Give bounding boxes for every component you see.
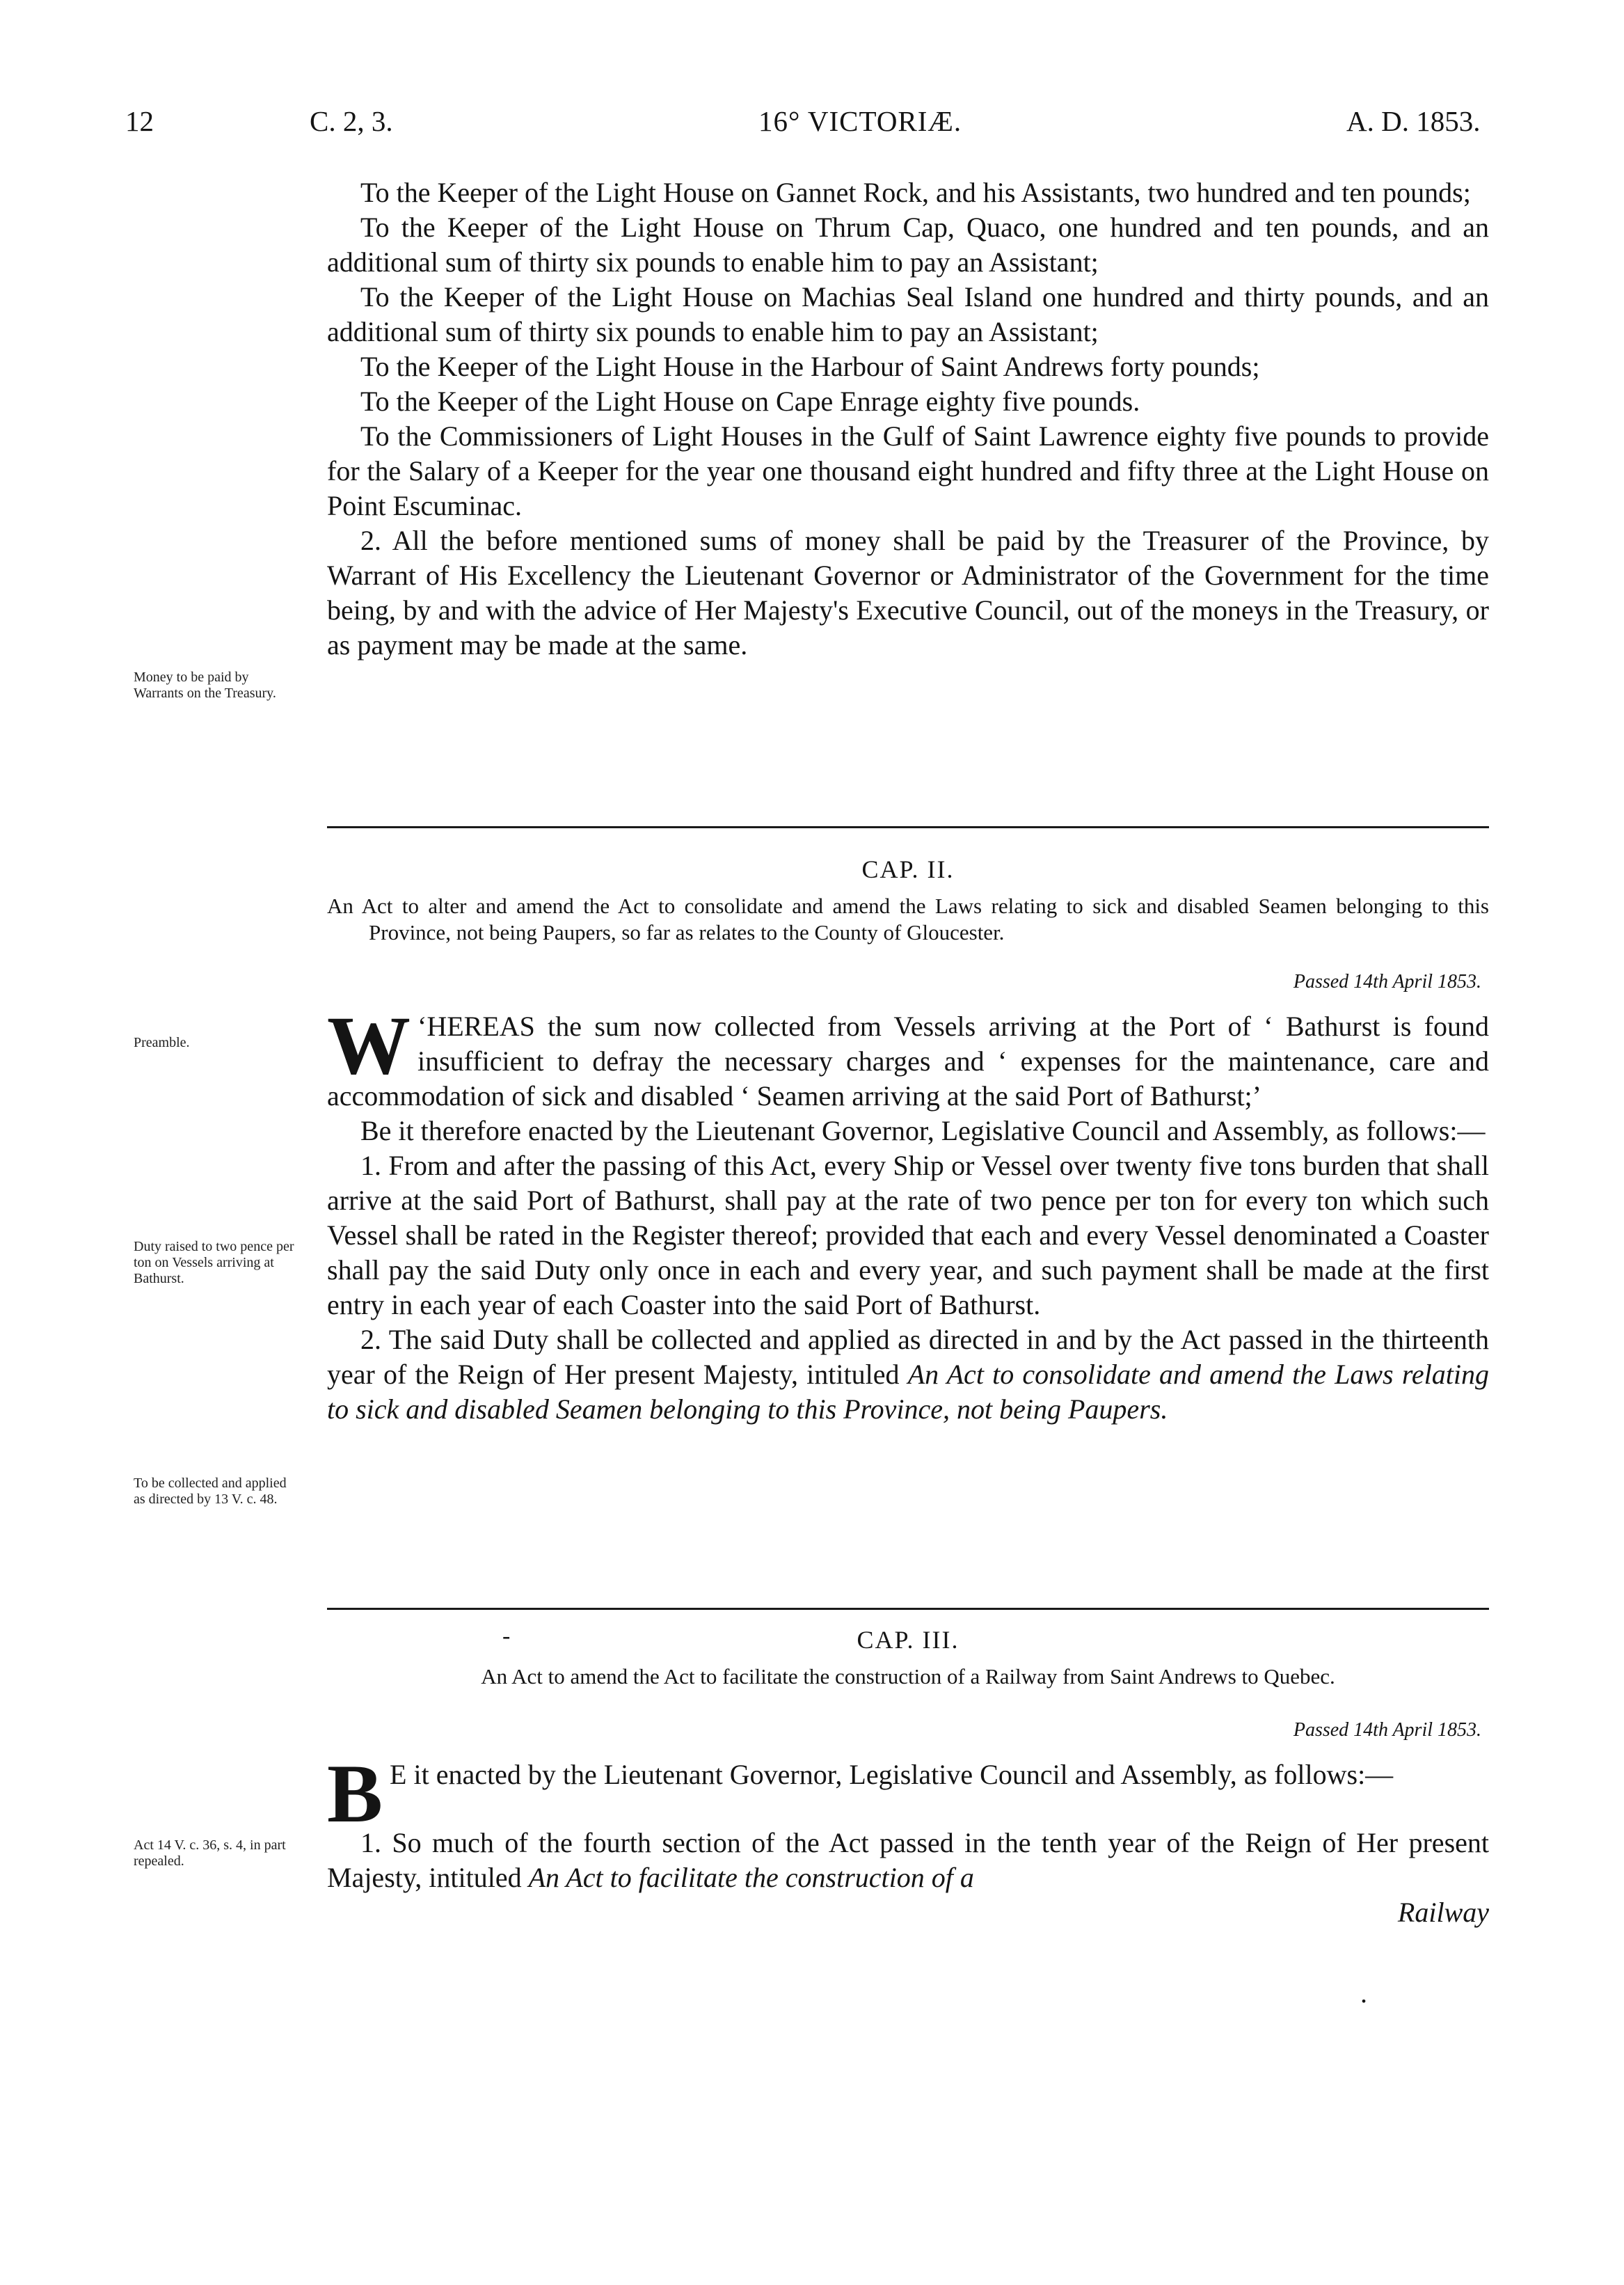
preamble-text: HEREAS the sum now collected from Vessels arriving at the Port of ‘ Bathurst is found insufficient to defray the necessary charges and ‘ expenses for the maintenance, care and accommodation of sick and disabled ‘ Seamen arriving at the said Port of Bathurst;’ (327, 1011, 1489, 1112)
catchword: Railway (1397, 1897, 1489, 1928)
cap2-heading: CAP. II. (861, 855, 955, 883)
margin-note: Money to be paid by Warrants on the Treasury. (134, 670, 276, 701)
section-2-text: 2. The said Duty shall be collected and applied as directed in and by the Act passed in the thirteenth year of the Reign of Her present Majesty, intituled (327, 1324, 1489, 1390)
margin-note-preamble: Preamble. (134, 1035, 190, 1050)
cap3-title (327, 1663, 1489, 1690)
act-title: An Act to amend the Act to facilitate the construction of a Railway from Saint Andrews to Quebec. (481, 1664, 1335, 1689)
drop-cap: B (327, 1747, 383, 1840)
margin-note-repealed: Act 14 V. c. 36, s. 4, in part repealed. (134, 1837, 286, 1869)
section-2 (327, 1322, 1489, 1427)
section-rule (327, 826, 1489, 828)
enacting-clause (327, 1747, 1489, 1840)
section-1 (327, 1826, 1489, 1895)
paragraph: To the Keeper of the Light House on Thrum Cap, Quaco, one hundred and ten pounds, and an additional sum of thirty six pounds to enable him to pay an Assistant; (327, 212, 1489, 278)
section-rule (327, 1608, 1489, 1610)
paragraph: To the Commissioners of Light Houses in the Gulf of Saint Lawrence eighty five pounds to provide for the Salary of a Keeper for the year one thousand eight hundred and fifty three at the Light House on Point Escuminac. (327, 420, 1489, 521)
paragraph: To the Keeper of the Light House on Machias Seal Island one hundred and thirty pounds, and an additional sum of thirty six pounds to enable him to pay an Assistant; (327, 281, 1489, 347)
paragraph: To the Keeper of the Light House on Gannet Rock, and his Assistants, two hundred and ten pounds; (360, 177, 1471, 208)
cap2-passed-date: Passed 14th April 1853. (1293, 971, 1481, 993)
enacting-text: E it enacted by the Lieutenant Governor, Legislative Council and Assembly, as follows:— (390, 1759, 1394, 1790)
margin-note-collected: To be collected and applied as directed by 13 V. c. 48. (134, 1476, 287, 1507)
act-citation: An Act to consolidate and amend the Laws relating to sick and disabled Seamen belonging to this Province, not being Paupers. (327, 1359, 1489, 1425)
section-1: 1. From and after the passing of this Act, every Ship or Vessel over twenty five tons burden that shall arrive at the said Port of Bathurst, shall pay at the rate of two pence per ton for every ton which such Vessel shall be rated in the Register thereof; provided that each and every Vessel denominated a Coaster shall pay the said Duty only once in each and every year, and such payment shall be made at the first entry in each year of each Coaster into the said Port of Bathurst. (327, 1150, 1489, 1320)
cap3-passed-date: Passed 14th April 1853. (1293, 1719, 1481, 1741)
opening-quote: ‘ (417, 1011, 427, 1042)
cap3-heading: CAP. III. (857, 1626, 960, 1654)
cap2-title (327, 893, 1489, 946)
chapter-reference: C. 2, 3. (310, 105, 393, 137)
act-title: An Act to alter and amend the Act to consolidate and amend the Laws relating to sick and disabled Seamen belonging to this Province, not being Paupers, so far as relates to the County of Gloucester. (327, 894, 1489, 944)
act-citation: An Act to facilitate the construction of a (528, 1862, 974, 1893)
cap2-body (327, 999, 1489, 1427)
cap3-body (327, 1747, 1489, 1930)
page-number: 12 (125, 105, 154, 137)
running-year: A. D. 1853. (1346, 105, 1481, 137)
stray-mark: - (502, 1623, 511, 1649)
section-2: 2. All the before mentioned sums of money shall be paid by the Treasurer of the Province, by Warrant of His Excellency the Lieutenant Governor or Administrator of the Government for the time being, by and with the advice of Her Majesty's Executive Council, out of the moneys in the Treasury, or as payment may be made at the same. (327, 525, 1489, 661)
paragraph: To the Keeper of the Light House in the Harbour of Saint Andrews forty pounds; (360, 351, 1260, 382)
drop-cap: W (327, 999, 411, 1091)
running-head (0, 104, 1624, 146)
enacting-clause: Be it therefore enacted by the Lieutenant Governor, Legislative Council and Assembly, as follows:— (360, 1115, 1486, 1146)
preamble (327, 999, 1489, 1114)
margin-note-duty: Duty raised to two pence per ton on Vessels arriving at Bathurst. (134, 1239, 294, 1286)
stray-dot: . (1360, 1977, 1367, 2009)
running-title: 16° VICTORIÆ. (758, 105, 962, 137)
cap1-continuation (327, 175, 1489, 663)
paragraph: To the Keeper of the Light House on Cape Enrage eighty five pounds. (360, 386, 1140, 417)
section-1-text: 1. So much of the fourth section of the Act passed in the tenth year of the Reign of Her present Majesty, intituled (327, 1827, 1489, 1893)
